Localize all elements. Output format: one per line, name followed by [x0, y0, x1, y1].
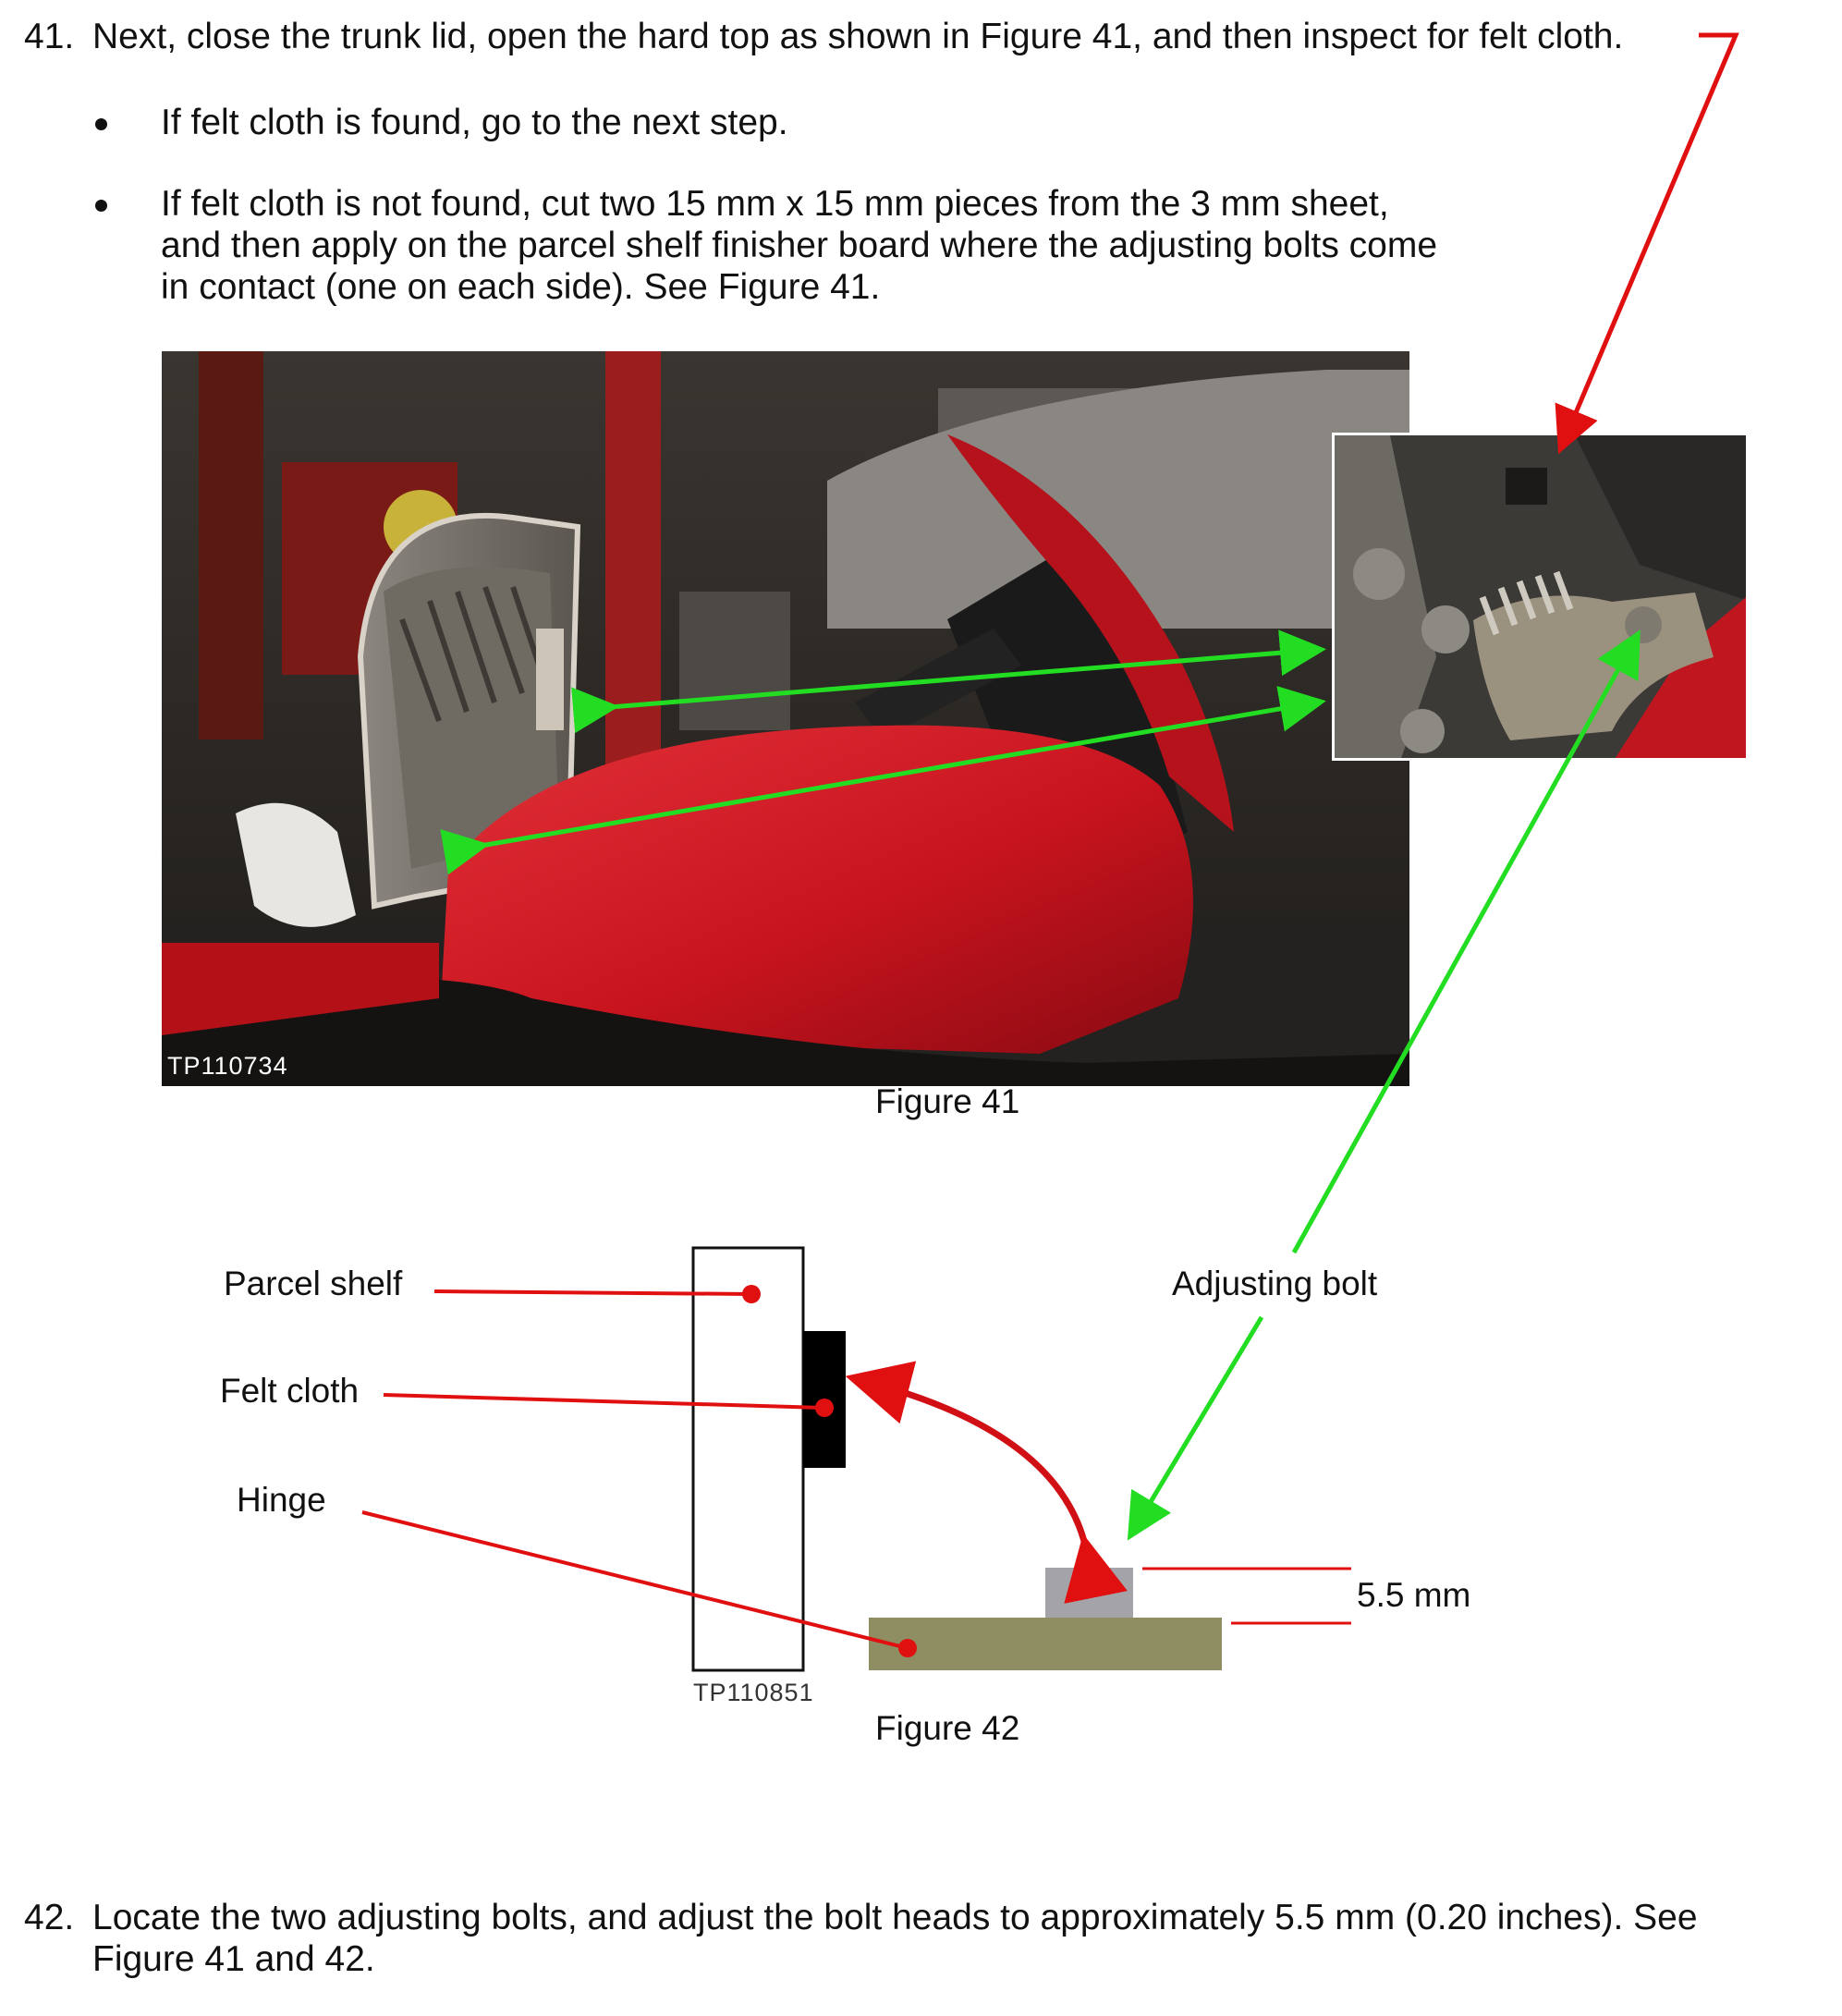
felt-to-bolt-curved-arrow	[864, 1381, 1087, 1553]
felt-cloth-leader-dot	[815, 1399, 834, 1417]
figure-42-caption: Figure 42	[875, 1709, 1020, 1747]
step-42-number: 42.	[24, 1898, 75, 1937]
step-41-number: 41.	[24, 17, 75, 56]
figure-42-diagram-id: TP110851	[693, 1679, 814, 1706]
felt-cloth-label: Felt cloth	[220, 1372, 360, 1410]
figure-41-caption: Figure 41	[875, 1082, 1020, 1120]
bullet-2-text-line2: and then apply on the parcel shelf finisher board where the adjusting bolts come	[161, 226, 1438, 265]
hinge-leader	[362, 1512, 908, 1648]
step-41-text: Next, close the trunk lid, open the hard top as shown in Figure 41, and then inspect for felt cloth.	[92, 17, 1624, 56]
step-42-text-line1: Locate the two adjusting bolts, and adjust the bolt heads to approximately 5.5 mm (0.20 inches). See	[92, 1898, 1698, 1937]
figure-41-photo-id: TP110734	[167, 1052, 288, 1080]
hinge-plate	[869, 1618, 1222, 1670]
parcel-shelf-leader-dot	[742, 1285, 761, 1303]
dimension-label: 5.5 mm	[1357, 1576, 1471, 1614]
bullet-1-text: If felt cloth is found, go to the next step.	[161, 103, 788, 142]
bullet-2-text-line1: If felt cloth is not found, cut two 15 mm x 15 mm pieces from the 3 mm sheet,	[161, 184, 1389, 224]
parcel-shelf-label: Parcel shelf	[224, 1265, 403, 1302]
bullet-2-text-line3: in contact (one on each side). See Figure 41.	[161, 267, 881, 307]
step-42-text-line2: Figure 41 and 42.	[92, 1939, 375, 1979]
hinge-label: Hinge	[237, 1481, 326, 1519]
adjusting-bolt-head	[1045, 1568, 1133, 1618]
adjusting-bolt-label: Adjusting bolt	[1172, 1265, 1378, 1302]
hinge-leader-dot	[898, 1639, 917, 1657]
